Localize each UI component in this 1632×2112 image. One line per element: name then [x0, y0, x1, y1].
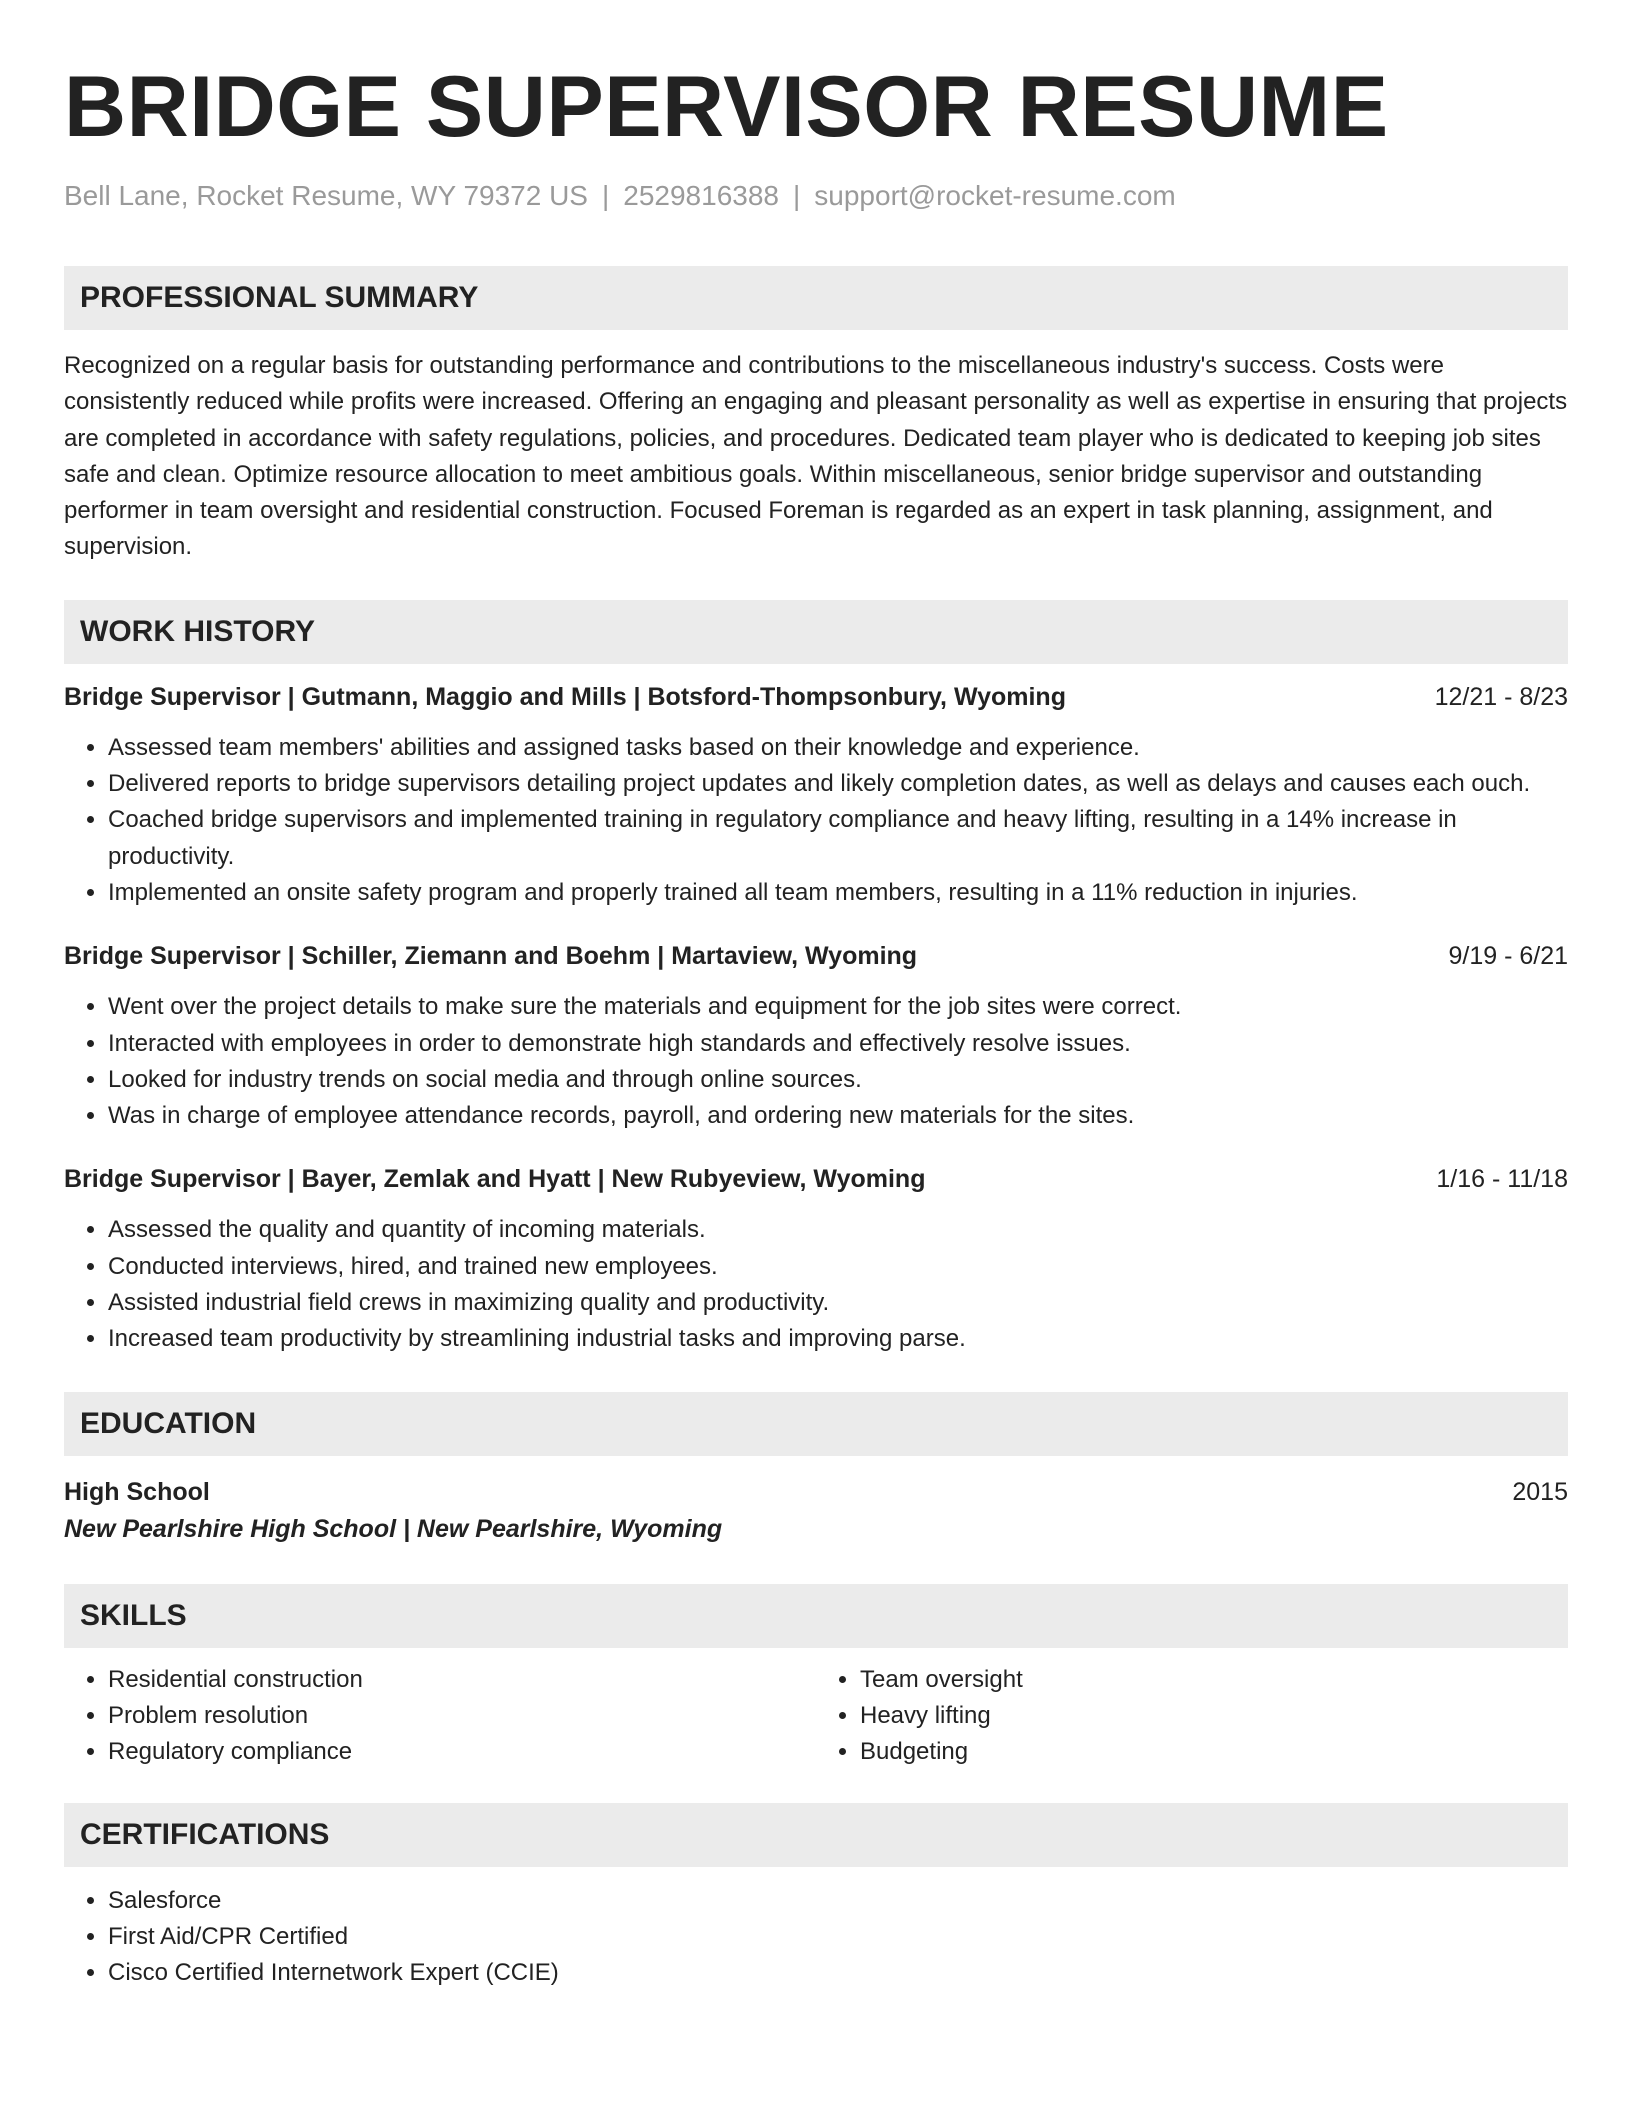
contact-address: Bell Lane, Rocket Resume, WY 79372 US	[64, 180, 588, 211]
skills-list	[64, 1662, 1568, 1771]
job-bullet: • Went over the project details to make sure the materials and equipment for the job sites were correct.	[108, 989, 1568, 1025]
education-entry	[64, 1474, 1568, 1510]
job-bullets	[64, 730, 1568, 911]
job-bullet: • Assessed team members' abilities and assigned tasks based on their knowledge and experience.	[108, 730, 1568, 766]
section-heading-skills: SKILLS	[64, 1584, 1568, 1648]
contact-email: support@rocket-resume.com	[814, 180, 1176, 211]
section-heading-education: EDUCATION	[64, 1392, 1568, 1456]
skills-column-left	[64, 1662, 816, 1771]
resume-title: BRIDGE SUPERVISOR RESUME	[64, 59, 1389, 155]
skills-column-right	[816, 1662, 1568, 1771]
skill-item: • Team oversight	[860, 1662, 1568, 1698]
job-entry	[64, 680, 1568, 911]
education-degree: High School	[64, 1477, 210, 1506]
job-header	[64, 680, 1568, 714]
contact-phone: 2529816388	[623, 180, 779, 211]
education-school: New Pearlshire High School | New Pearlshire, Wyoming	[64, 1514, 723, 1543]
section-heading-summary: PROFESSIONAL SUMMARY	[64, 266, 1568, 330]
job-bullet: • Implemented an onsite safety program and properly trained all team members, resulting in a 11% reduction in injuries.	[108, 875, 1568, 911]
job-bullets	[64, 1212, 1568, 1357]
job-entry	[64, 1162, 1568, 1357]
job-entry	[64, 939, 1568, 1134]
job-bullet: • Looked for industry trends on social media and through online sources.	[108, 1062, 1568, 1098]
contact-separator: |	[793, 180, 801, 211]
job-bullets	[64, 989, 1568, 1134]
section-heading-certifications: CERTIFICATIONS	[64, 1803, 1568, 1867]
job-title: Bridge Supervisor | Gutmann, Maggio and Mills | Botsford-Thompsonbury, Wyoming	[64, 682, 1066, 711]
job-dates: 9/19 - 6/21	[1448, 942, 1568, 971]
contact-separator: |	[601, 180, 610, 211]
summary-text: Recognized on a regular basis for outstanding performance and contributions to the miscellaneous industry's success. Costs were consistently reduced while profits were increased. Offering an engaging and pleasant personality as well as expertise in ensuring that projects are completed in accordance with safety regulations, policies, and procedures. Dedicated team player who is dedicated to keeping job sites safe and clean. Optimize resource allocation to meet ambitious goals. Within miscellaneous, senior bridge supervisor and outstanding performer in team oversight and residential construction. Focused Foreman is regarded as an expert in task planning, assignment, and supervision.	[64, 352, 1568, 561]
job-dates: 1/16 - 11/18	[1436, 1165, 1568, 1194]
skill-item: • Budgeting	[860, 1734, 1568, 1770]
job-header	[64, 1162, 1568, 1196]
skill-item: • Problem resolution	[108, 1698, 816, 1734]
section-heading-work-history: WORK HISTORY	[64, 600, 1568, 664]
education-year: 2015	[1512, 1477, 1568, 1506]
job-bullet: • Conducted interviews, hired, and trained new employees.	[108, 1249, 1568, 1285]
job-bullet: • Delivered reports to bridge supervisors detailing project updates and likely completion dates, as well as delays and causes each ouch.	[108, 766, 1568, 802]
certifications-list	[64, 1883, 1568, 1992]
job-title: Bridge Supervisor | Schiller, Ziemann and Boehm | Martaview, Wyoming	[64, 942, 918, 971]
certification-item: • First Aid/CPR Certified	[108, 1919, 1568, 1955]
job-bullet: • Coached bridge supervisors and implemented training in regulatory compliance and heavy lifting, resulting in a 14% increase in productivity.	[108, 802, 1568, 875]
skill-item: • Heavy lifting	[860, 1698, 1568, 1734]
certification-item: • Salesforce	[108, 1883, 1568, 1919]
job-bullet: • Interacted with employees in order to demonstrate high standards and effectively resolve issues.	[108, 1026, 1568, 1062]
contact-line	[64, 176, 1568, 216]
skill-item: • Residential construction	[108, 1662, 816, 1698]
job-bullet: • Increased team productivity by streamlining industrial tasks and improving parse.	[108, 1321, 1568, 1357]
job-header	[64, 939, 1568, 973]
job-dates: 12/21 - 8/23	[1434, 682, 1568, 711]
skill-item: • Regulatory compliance	[108, 1734, 816, 1770]
job-bullet: • Assessed the quality and quantity of incoming materials.	[108, 1212, 1568, 1248]
job-bullet: • Was in charge of employee attendance records, payroll, and ordering new materials for the sites.	[108, 1098, 1568, 1134]
certification-item: • Cisco Certified Internetwork Expert (CCIE)	[108, 1955, 1568, 1991]
job-title: Bridge Supervisor | Bayer, Zemlak and Hyatt | New Rubyeview, Wyoming	[64, 1165, 926, 1194]
job-bullet: • Assisted industrial field crews in maximizing quality and productivity.	[108, 1285, 1568, 1321]
